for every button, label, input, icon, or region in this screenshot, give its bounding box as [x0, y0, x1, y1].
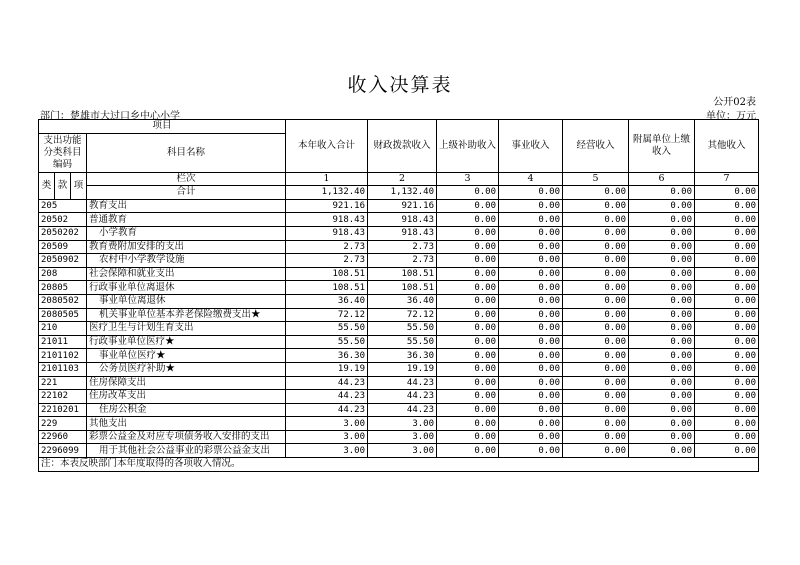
- row-value: 0.00: [499, 417, 563, 431]
- row-value: 0.00: [629, 281, 695, 295]
- row-value: 2.73: [368, 240, 437, 254]
- row-code: 2050902: [39, 254, 87, 268]
- row-value: 0.00: [499, 376, 563, 390]
- row-value: 0.00: [629, 199, 695, 213]
- row-value: 0.00: [695, 376, 759, 390]
- row-value: 0.00: [695, 294, 759, 308]
- header-item: 项目: [39, 120, 286, 134]
- row-subject-name: 其他支出: [87, 417, 286, 431]
- table-row: [39, 199, 759, 213]
- table-row: [39, 213, 759, 227]
- row-value: 2.73: [286, 254, 368, 268]
- table-row: [39, 362, 759, 376]
- table-row: [39, 349, 759, 363]
- table-row: [39, 308, 759, 322]
- row-subject-name: 事业单位离退休: [87, 294, 286, 308]
- row-value: 0.00: [695, 444, 759, 458]
- row-code: 20509: [39, 240, 87, 254]
- row-subject-name: 用于其他社会公益事业的彩票公益金支出: [87, 444, 286, 458]
- row-subject-name: 小学教育: [87, 226, 286, 240]
- row-code: 210: [39, 322, 87, 336]
- row-value: 918.43: [368, 213, 437, 227]
- row-value: 44.23: [286, 403, 368, 417]
- row-value: 0.00: [695, 226, 759, 240]
- row-value: 0.00: [437, 417, 499, 431]
- row-code: 2080502: [39, 294, 87, 308]
- row-value: 36.30: [368, 349, 437, 363]
- row-value: 0.00: [629, 267, 695, 281]
- total-row: [39, 186, 759, 200]
- row-value: 44.23: [286, 376, 368, 390]
- header-kuan: 款: [55, 172, 71, 199]
- row-value: 55.50: [286, 322, 368, 336]
- table-row: [39, 390, 759, 404]
- row-value: 921.16: [368, 199, 437, 213]
- row-subject-name: 行政事业单位医疗★: [87, 335, 286, 349]
- row-value: 0.00: [629, 308, 695, 322]
- row-value: 19.19: [368, 362, 437, 376]
- table-body: [39, 199, 759, 457]
- row-code: 21011: [39, 335, 87, 349]
- row-value: 0.00: [563, 308, 629, 322]
- row-subject-name: 普通教育: [87, 213, 286, 227]
- row-subject-name: 住房改革支出: [87, 390, 286, 404]
- row-code: 2296099: [39, 444, 87, 458]
- row-value: 0.00: [695, 362, 759, 376]
- row-value: 0.00: [629, 294, 695, 308]
- row-value: 0.00: [499, 335, 563, 349]
- row-subject-name: 彩票公益金及对应专项债务收入安排的支出: [87, 430, 286, 444]
- row-value: 0.00: [695, 213, 759, 227]
- row-value: 0.00: [629, 322, 695, 336]
- header-col-7: 其他收入: [695, 120, 759, 173]
- row-code: 2101102: [39, 349, 87, 363]
- row-value: 0.00: [563, 199, 629, 213]
- col-number: 3: [437, 172, 499, 186]
- row-value: 918.43: [368, 226, 437, 240]
- row-value: 0.00: [563, 417, 629, 431]
- row-value: 19.19: [286, 362, 368, 376]
- row-code: 229: [39, 417, 87, 431]
- row-value: 0.00: [499, 213, 563, 227]
- row-code: 2080505: [39, 308, 87, 322]
- col-number: 7: [695, 172, 759, 186]
- row-value: 0.00: [695, 267, 759, 281]
- row-value: 108.51: [286, 281, 368, 295]
- row-value: 0.00: [563, 349, 629, 363]
- row-value: 918.43: [286, 226, 368, 240]
- row-value: 0.00: [437, 322, 499, 336]
- row-subject-name: 住房保障支出: [87, 376, 286, 390]
- row-value: 0.00: [695, 430, 759, 444]
- row-value: 0.00: [695, 308, 759, 322]
- row-value: 0.00: [695, 390, 759, 404]
- row-value: 108.51: [286, 267, 368, 281]
- row-value: 108.51: [368, 281, 437, 295]
- row-value: 0.00: [629, 430, 695, 444]
- row-code: 2210201: [39, 403, 87, 417]
- row-subject-name: 农村中小学教学设施: [87, 254, 286, 268]
- table-row: [39, 254, 759, 268]
- row-value: 44.23: [286, 390, 368, 404]
- row-value: 0.00: [695, 335, 759, 349]
- table-row: [39, 294, 759, 308]
- header-col-4: 事业收入: [499, 120, 563, 173]
- unit-label: 单位：万元: [706, 111, 756, 122]
- row-value: 0.00: [563, 403, 629, 417]
- row-value: 0.00: [563, 322, 629, 336]
- row-value: 0.00: [437, 267, 499, 281]
- row-value: 3.00: [286, 430, 368, 444]
- row-value: 0.00: [437, 430, 499, 444]
- row-value: 0.00: [695, 322, 759, 336]
- table-row: [39, 267, 759, 281]
- row-value: 0.00: [629, 362, 695, 376]
- row-value: 0.00: [563, 226, 629, 240]
- row-value: 0.00: [629, 349, 695, 363]
- row-value: 0.00: [695, 417, 759, 431]
- row-value: 0.00: [629, 335, 695, 349]
- row-code: 208: [39, 267, 87, 281]
- department-label: 部门：楚雄市大过口乡中心小学: [40, 111, 180, 122]
- row-subject-name: 医疗卫生与计划生育支出: [87, 322, 286, 336]
- row-code: 205: [39, 199, 87, 213]
- row-value: 0.00: [499, 349, 563, 363]
- row-code: 22960: [39, 430, 87, 444]
- row-value: 0.00: [563, 281, 629, 295]
- row-code: 2050202: [39, 226, 87, 240]
- row-value: 44.23: [368, 390, 437, 404]
- row-value: 3.00: [286, 444, 368, 458]
- header-col-3: 上级补助收入: [437, 120, 499, 173]
- row-value: 0.00: [437, 349, 499, 363]
- row-value: 0.00: [437, 335, 499, 349]
- row-value: 0.00: [499, 390, 563, 404]
- row-value: 3.00: [368, 430, 437, 444]
- table-row: [39, 322, 759, 336]
- row-value: 0.00: [563, 213, 629, 227]
- col-number: 4: [499, 172, 563, 186]
- total-value: 0.00: [437, 186, 499, 200]
- table-row: [39, 226, 759, 240]
- row-value: 0.00: [499, 267, 563, 281]
- row-value: 72.12: [286, 308, 368, 322]
- row-value: 0.00: [629, 417, 695, 431]
- income-final-accounts-table: [38, 119, 759, 472]
- table-row: [39, 335, 759, 349]
- row-value: 0.00: [629, 213, 695, 227]
- row-value: 3.00: [368, 444, 437, 458]
- row-value: 0.00: [695, 199, 759, 213]
- col-number: 6: [629, 172, 695, 186]
- col-number: 2: [368, 172, 437, 186]
- row-value: 0.00: [629, 444, 695, 458]
- total-value: 1,132.40: [286, 186, 368, 200]
- row-value: 0.00: [695, 403, 759, 417]
- row-value: 3.00: [286, 417, 368, 431]
- row-value: 921.16: [286, 199, 368, 213]
- total-value: 1,132.40: [368, 186, 437, 200]
- row-value: 44.23: [368, 403, 437, 417]
- row-value: 55.50: [368, 335, 437, 349]
- row-value: 55.50: [286, 335, 368, 349]
- table-note: 注：本表反映部门本年度取得的各项收入情况。: [39, 458, 759, 472]
- row-subject-name: 住房公积金: [87, 403, 286, 417]
- row-code: 20805: [39, 281, 87, 295]
- row-value: 0.00: [437, 254, 499, 268]
- row-subject-name: 机关事业单位基本养老保险缴费支出★: [87, 308, 286, 322]
- row-value: 0.00: [629, 403, 695, 417]
- header-func-code: 支出功能分类科目编码: [39, 133, 87, 172]
- row-value: 0.00: [563, 362, 629, 376]
- table-row: [39, 403, 759, 417]
- row-value: 0.00: [499, 226, 563, 240]
- total-value: 0.00: [563, 186, 629, 200]
- header-col-6: 附属单位上缴收入: [629, 120, 695, 173]
- row-value: 0.00: [499, 281, 563, 295]
- table-row: [39, 281, 759, 295]
- header-col-5: 经营收入: [563, 120, 629, 173]
- row-value: 0.00: [563, 254, 629, 268]
- row-subject-name: 教育费附加安排的支出: [87, 240, 286, 254]
- row-value: 0.00: [563, 430, 629, 444]
- row-value: 36.30: [286, 349, 368, 363]
- row-value: 0.00: [563, 335, 629, 349]
- row-value: 0.00: [499, 362, 563, 376]
- row-value: 44.23: [368, 376, 437, 390]
- row-value: 0.00: [563, 444, 629, 458]
- row-value: 0.00: [695, 281, 759, 295]
- row-value: 0.00: [437, 390, 499, 404]
- row-value: 0.00: [629, 254, 695, 268]
- row-value: 0.00: [499, 240, 563, 254]
- row-value: 0.00: [437, 376, 499, 390]
- row-value: 0.00: [563, 376, 629, 390]
- row-value: 0.00: [437, 308, 499, 322]
- row-subject-name: 行政事业单位离退休: [87, 281, 286, 295]
- row-value: 0.00: [629, 240, 695, 254]
- row-value: 72.12: [368, 308, 437, 322]
- row-value: 0.00: [499, 254, 563, 268]
- row-value: 36.40: [368, 294, 437, 308]
- row-subject-name: 事业单位医疗★: [87, 349, 286, 363]
- row-value: 0.00: [499, 294, 563, 308]
- row-value: 0.00: [499, 308, 563, 322]
- row-value: 0.00: [437, 213, 499, 227]
- row-subject-name: 教育支出: [87, 199, 286, 213]
- col-number: 1: [286, 172, 368, 186]
- table-row: [39, 417, 759, 431]
- row-value: 0.00: [629, 226, 695, 240]
- row-code: 20502: [39, 213, 87, 227]
- row-value: 0.00: [437, 362, 499, 376]
- row-value: 2.73: [368, 254, 437, 268]
- row-value: 0.00: [437, 403, 499, 417]
- row-value: 0.00: [563, 390, 629, 404]
- row-value: 0.00: [437, 240, 499, 254]
- row-value: 0.00: [629, 390, 695, 404]
- row-code: 22102: [39, 390, 87, 404]
- header-col-2: 财政拨款收入: [368, 120, 437, 173]
- row-value: 0.00: [695, 349, 759, 363]
- row-code: 2101103: [39, 362, 87, 376]
- header-lei: 类: [39, 172, 55, 199]
- total-value: 0.00: [629, 186, 695, 200]
- row-value: 0.00: [437, 444, 499, 458]
- row-value: 0.00: [563, 294, 629, 308]
- row-value: 0.00: [437, 281, 499, 295]
- row-value: 918.43: [286, 213, 368, 227]
- row-value: 0.00: [563, 240, 629, 254]
- row-subject-name: 公务员医疗补助★: [87, 362, 286, 376]
- row-value: 0.00: [437, 294, 499, 308]
- total-value: 0.00: [695, 186, 759, 200]
- row-subject-name: 社会保障和就业支出: [87, 267, 286, 281]
- form-code: 公开02表: [713, 97, 756, 108]
- row-value: 0.00: [629, 376, 695, 390]
- table-row: [39, 430, 759, 444]
- row-value: 0.00: [437, 199, 499, 213]
- table-row: [39, 240, 759, 254]
- header-lanci: 栏次: [87, 172, 286, 186]
- row-value: 0.00: [499, 322, 563, 336]
- row-code: 221: [39, 376, 87, 390]
- row-value: 0.00: [437, 226, 499, 240]
- row-value: 2.73: [286, 240, 368, 254]
- row-value: 55.50: [368, 322, 437, 336]
- table-row: [39, 376, 759, 390]
- row-value: 108.51: [368, 267, 437, 281]
- row-value: 0.00: [563, 267, 629, 281]
- row-value: 0.00: [695, 254, 759, 268]
- header-subject-name: 科目名称: [87, 133, 286, 172]
- row-value: 36.40: [286, 294, 368, 308]
- row-value: 3.00: [368, 417, 437, 431]
- row-value: 0.00: [499, 444, 563, 458]
- total-value: 0.00: [499, 186, 563, 200]
- row-value: 0.00: [499, 430, 563, 444]
- row-value: 0.00: [695, 240, 759, 254]
- page-title: 收入决算表: [347, 74, 453, 96]
- row-value: 0.00: [499, 199, 563, 213]
- table-row: [39, 444, 759, 458]
- header-col-1: 本年收入合计: [286, 120, 368, 173]
- row-value: 0.00: [499, 403, 563, 417]
- total-label: 合计: [87, 186, 286, 200]
- col-number: 5: [563, 172, 629, 186]
- header-xiang: 项: [71, 172, 87, 199]
